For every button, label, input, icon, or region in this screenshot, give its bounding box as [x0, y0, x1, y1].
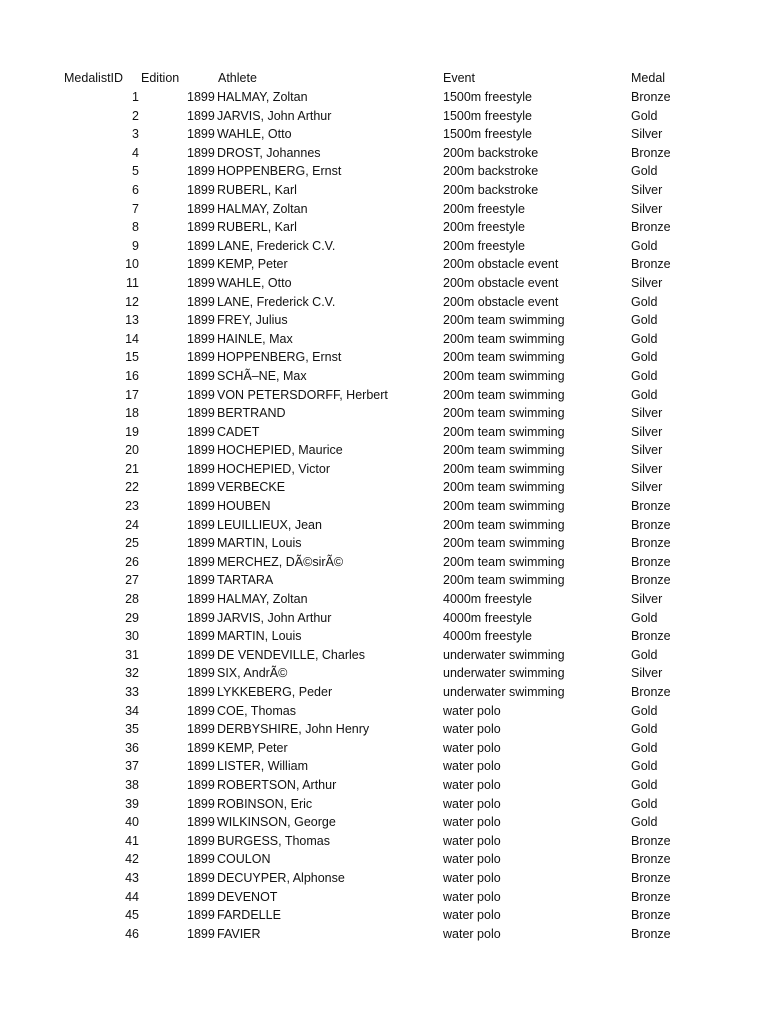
cell-athlete: RUBERL, Karl: [217, 220, 297, 235]
cell-medal: Silver: [631, 275, 663, 290]
cell-athlete: HALMAY, Zoltan: [217, 90, 308, 104]
cell-medal: Bronze: [631, 870, 671, 885]
cell-athlete: MARTIN, Louis: [217, 536, 302, 551]
cell-event: 200m obstacle event: [443, 275, 559, 290]
table-header-row: [0, 68, 768, 88]
cell-athlete: LANE, Frederick C.V.: [217, 294, 336, 309]
cell-athlete: KEMP, Peter: [217, 257, 288, 272]
cell-medalist-id: 29: [125, 610, 139, 625]
cell-event: water polo: [443, 926, 501, 941]
cell-medalist-id: 33: [125, 685, 139, 699]
cell-event: 200m team swimming: [443, 406, 565, 421]
table-row: [0, 404, 768, 423]
cell-edition: 1899: [187, 294, 215, 309]
table-body: [0, 88, 768, 943]
cell-athlete: COE, Thomas: [217, 703, 296, 718]
cell-medal: Gold: [631, 815, 658, 830]
cell-edition: 1899: [187, 815, 215, 830]
cell-edition: 1899: [187, 201, 215, 216]
cell-medalist-id: 40: [125, 815, 139, 830]
table-row: [0, 348, 768, 367]
header-event: Event: [443, 71, 475, 85]
cell-medalist-id: 21: [125, 461, 139, 476]
cell-edition: 1899: [187, 164, 215, 179]
cell-athlete: WAHLE, Otto: [217, 275, 292, 290]
cell-event: 200m team swimming: [443, 331, 565, 346]
table-row: [0, 478, 768, 497]
cell-medalist-id: 18: [125, 406, 139, 421]
cell-edition: 1899: [187, 870, 215, 885]
cell-athlete: DEVENOT: [217, 889, 278, 904]
cell-edition: 1899: [187, 592, 215, 607]
cell-medalist-id: 4: [132, 145, 139, 160]
cell-event: 200m team swimming: [443, 461, 565, 476]
cell-medal: Gold: [631, 740, 658, 755]
cell-medalist-id: 5: [132, 164, 139, 179]
cell-event: underwater swimming: [443, 647, 565, 662]
cell-medal: Gold: [631, 722, 658, 737]
table-row: [0, 330, 768, 349]
table-row: [0, 646, 768, 665]
cell-athlete: TARTARA: [217, 573, 274, 588]
cell-medalist-id: 30: [125, 629, 139, 644]
cell-event: water polo: [443, 908, 501, 923]
cell-event: water polo: [443, 889, 501, 904]
table-row: [0, 813, 768, 832]
cell-medalist-id: 14: [125, 331, 139, 346]
table-row: [0, 850, 768, 869]
cell-medal: Silver: [631, 461, 663, 476]
cell-medal: Silver: [631, 592, 663, 607]
cell-event: 200m team swimming: [443, 480, 565, 495]
cell-athlete: MERCHEZ, DÃ©sirÃ©: [217, 554, 344, 569]
cell-edition: 1899: [187, 536, 215, 551]
cell-athlete: HAINLE, Max: [217, 331, 293, 346]
cell-medalist-id: 39: [125, 796, 139, 811]
cell-medal: Bronze: [631, 257, 671, 272]
cell-event: 200m team swimming: [443, 443, 565, 458]
cell-edition: 1899: [187, 350, 215, 365]
cell-medalist-id: 17: [125, 387, 139, 402]
cell-edition: 1899: [187, 908, 215, 923]
table-row: [0, 757, 768, 776]
cell-medal: Silver: [631, 480, 663, 495]
cell-edition: 1899: [187, 368, 215, 383]
cell-edition: 1899: [187, 275, 215, 290]
table-row: [0, 869, 768, 888]
cell-medal: Gold: [631, 368, 658, 383]
table-row: [0, 200, 768, 219]
cell-medal: Bronze: [631, 573, 671, 588]
cell-athlete: DE VENDEVILLE, Charles: [217, 647, 365, 662]
cell-event: underwater swimming: [443, 666, 565, 681]
cell-athlete: KEMP, Peter: [217, 740, 288, 755]
cell-edition: 1899: [187, 406, 215, 421]
cell-athlete: ROBERTSON, Arthur: [217, 777, 337, 792]
cell-athlete: MARTIN, Louis: [217, 629, 302, 644]
header-athlete: Athlete: [218, 71, 257, 85]
cell-edition: 1899: [187, 573, 215, 588]
cell-medalist-id: 28: [125, 592, 139, 607]
cell-event: water polo: [443, 796, 501, 811]
cell-athlete: DECUYPER, Alphonse: [217, 870, 345, 885]
cell-edition: 1899: [187, 852, 215, 867]
cell-athlete: HOPPENBERG, Ernst: [217, 164, 342, 179]
table-row: [0, 162, 768, 181]
cell-event: 200m obstacle event: [443, 257, 559, 272]
table-row: [0, 925, 768, 944]
cell-medal: Bronze: [631, 536, 671, 551]
cell-edition: 1899: [187, 926, 215, 941]
cell-athlete: JARVIS, John Arthur: [217, 108, 332, 123]
table-row: [0, 367, 768, 386]
cell-event: 200m backstroke: [443, 164, 539, 179]
cell-edition: 1899: [187, 889, 215, 904]
cell-edition: 1899: [187, 517, 215, 532]
table-row: [0, 888, 768, 907]
cell-event: 1500m freestyle: [443, 108, 532, 123]
table-row: [0, 776, 768, 795]
cell-athlete: BURGESS, Thomas: [217, 833, 331, 848]
cell-event: 200m freestyle: [443, 238, 525, 253]
cell-medal: Bronze: [631, 926, 671, 941]
cell-medal: Gold: [631, 238, 658, 253]
cell-medalist-id: 31: [125, 647, 139, 662]
cell-medalist-id: 41: [125, 833, 139, 848]
cell-athlete: HOPPENBERG, Ernst: [217, 350, 342, 365]
cell-event: 200m team swimming: [443, 517, 565, 532]
cell-medal: Bronze: [631, 889, 671, 904]
cell-athlete: FARDELLE: [217, 908, 281, 923]
table-row: [0, 441, 768, 460]
cell-medalist-id: 25: [125, 536, 139, 551]
table-row: [0, 144, 768, 163]
table-row: [0, 739, 768, 758]
cell-edition: 1899: [187, 182, 215, 197]
cell-event: water polo: [443, 833, 501, 848]
cell-event: 1500m freestyle: [443, 127, 532, 142]
cell-medalist-id: 26: [125, 554, 139, 569]
cell-medalist-id: 23: [125, 499, 139, 514]
cell-medal: Silver: [631, 127, 663, 142]
cell-athlete: VERBECKE: [217, 480, 286, 495]
cell-athlete: DROST, Johannes: [217, 145, 321, 160]
table-row: [0, 516, 768, 535]
cell-athlete: RUBERL, Karl: [217, 182, 297, 197]
cell-edition: 1899: [187, 629, 215, 644]
cell-edition: 1899: [187, 257, 215, 272]
table-row: [0, 702, 768, 721]
table-row: [0, 237, 768, 256]
cell-medalist-id: 24: [125, 517, 139, 532]
table-row: [0, 125, 768, 144]
cell-medalist-id: 46: [125, 926, 139, 941]
cell-event: 4000m freestyle: [443, 629, 532, 644]
cell-medalist-id: 35: [125, 722, 139, 737]
cell-edition: 1899: [187, 740, 215, 755]
cell-event: 200m team swimming: [443, 499, 565, 514]
cell-athlete: HALMAY, Zoltan: [217, 592, 308, 607]
table-row: [0, 664, 768, 683]
table-row: [0, 423, 768, 442]
cell-medalist-id: 3: [132, 127, 139, 142]
cell-event: 200m team swimming: [443, 368, 565, 383]
cell-medal: Gold: [631, 108, 658, 123]
cell-medalist-id: 13: [125, 313, 139, 328]
cell-event: water polo: [443, 815, 501, 830]
table-row: [0, 795, 768, 814]
table-row: [0, 497, 768, 516]
cell-medal: Silver: [631, 182, 663, 197]
cell-event: 200m obstacle event: [443, 294, 559, 309]
cell-medalist-id: 8: [132, 220, 139, 235]
cell-medalist-id: 36: [125, 740, 139, 755]
cell-medal: Silver: [631, 406, 663, 421]
cell-medal: Bronze: [631, 629, 671, 644]
cell-edition: 1899: [187, 796, 215, 811]
cell-medal: Gold: [631, 350, 658, 365]
cell-event: 200m team swimming: [443, 536, 565, 551]
table-row: [0, 534, 768, 553]
cell-event: 200m freestyle: [443, 201, 525, 216]
medalist-table: [0, 68, 768, 943]
cell-medalist-id: 15: [125, 350, 139, 365]
cell-event: 200m team swimming: [443, 554, 565, 569]
cell-event: water polo: [443, 703, 501, 718]
table-row: [0, 107, 768, 126]
cell-medalist-id: 20: [125, 443, 139, 458]
cell-edition: 1899: [187, 145, 215, 160]
cell-athlete: HOCHEPIED, Victor: [217, 461, 330, 476]
cell-medal: Silver: [631, 424, 663, 439]
cell-medal: Bronze: [631, 145, 671, 160]
cell-athlete: BERTRAND: [217, 406, 286, 421]
cell-edition: 1899: [187, 722, 215, 737]
cell-event: water polo: [443, 722, 501, 737]
cell-medal: Gold: [631, 313, 658, 328]
cell-medalist-id: 32: [125, 666, 139, 681]
cell-edition: 1899: [187, 703, 215, 718]
cell-medalist-id: 22: [125, 480, 139, 495]
cell-medal: Gold: [631, 777, 658, 792]
cell-medalist-id: 42: [125, 852, 139, 867]
cell-event: 200m freestyle: [443, 220, 525, 235]
cell-medalist-id: 45: [125, 908, 139, 923]
cell-medalist-id: 9: [132, 238, 139, 253]
cell-medalist-id: 34: [125, 703, 139, 718]
cell-athlete: SIX, AndrÃ©: [217, 666, 288, 681]
cell-athlete: FREY, Julius: [217, 313, 288, 328]
table-row: [0, 274, 768, 293]
cell-edition: 1899: [187, 480, 215, 495]
cell-medalist-id: 43: [125, 870, 139, 885]
table-row: [0, 255, 768, 274]
cell-edition: 1899: [187, 313, 215, 328]
cell-medal: Bronze: [631, 220, 671, 235]
cell-medalist-id: 7: [132, 201, 139, 216]
table-row: [0, 181, 768, 200]
table-row: [0, 293, 768, 312]
cell-edition: 1899: [187, 387, 215, 402]
cell-edition: 1899: [187, 666, 215, 681]
cell-medal: Bronze: [631, 517, 671, 532]
table-row: [0, 553, 768, 572]
cell-medalist-id: 37: [125, 759, 139, 774]
table-row: [0, 311, 768, 330]
cell-edition: 1899: [187, 220, 215, 235]
cell-event: 200m backstroke: [443, 182, 539, 197]
cell-medalist-id: 2: [132, 108, 139, 123]
table-row: [0, 590, 768, 609]
cell-medal: Gold: [631, 331, 658, 346]
cell-athlete: WAHLE, Otto: [217, 127, 292, 142]
cell-medal: Bronze: [631, 90, 671, 104]
cell-edition: 1899: [187, 461, 215, 476]
table-row: [0, 627, 768, 646]
cell-athlete: LISTER, William: [217, 759, 308, 774]
cell-edition: 1899: [187, 554, 215, 569]
cell-medalist-id: 1: [132, 90, 139, 104]
cell-medal: Bronze: [631, 499, 671, 514]
cell-athlete: WILKINSON, George: [217, 815, 336, 830]
cell-event: 200m team swimming: [443, 387, 565, 402]
cell-athlete: FAVIER: [217, 926, 261, 941]
cell-medal: Gold: [631, 796, 658, 811]
cell-medal: Gold: [631, 387, 658, 402]
cell-athlete: HOUBEN: [217, 499, 271, 514]
cell-medalist-id: 11: [126, 275, 139, 290]
cell-event: water polo: [443, 777, 501, 792]
cell-event: 200m team swimming: [443, 350, 565, 365]
table-row: [0, 720, 768, 739]
table-row: [0, 386, 768, 405]
table-row: [0, 218, 768, 237]
cell-athlete: ROBINSON, Eric: [217, 796, 313, 811]
cell-athlete: HALMAY, Zoltan: [217, 201, 308, 216]
cell-athlete: LYKKEBERG, Peder: [217, 685, 333, 699]
cell-edition: 1899: [187, 685, 215, 699]
cell-medalist-id: 16: [125, 368, 139, 383]
table-row: [0, 88, 768, 107]
cell-medal: Bronze: [631, 685, 671, 699]
table-row: [0, 906, 768, 925]
cell-event: water polo: [443, 870, 501, 885]
table-row: [0, 683, 768, 702]
header-edition: Edition: [141, 71, 180, 85]
cell-medalist-id: 12: [125, 294, 139, 309]
cell-event: 200m team swimming: [443, 313, 565, 328]
cell-edition: 1899: [187, 833, 215, 848]
cell-medalist-id: 6: [132, 182, 139, 197]
cell-event: 200m team swimming: [443, 424, 565, 439]
cell-medalist-id: 38: [125, 777, 139, 792]
cell-medalist-id: 27: [125, 573, 139, 588]
cell-edition: 1899: [187, 443, 215, 458]
cell-event: water polo: [443, 740, 501, 755]
cell-event: 200m team swimming: [443, 573, 565, 588]
cell-athlete: HOCHEPIED, Maurice: [217, 443, 343, 458]
cell-medal: Gold: [631, 759, 658, 774]
cell-medalist-id: 10: [125, 257, 139, 272]
cell-athlete: SCHÃ–NE, Max: [217, 368, 307, 383]
cell-athlete: LANE, Frederick C.V.: [217, 238, 336, 253]
cell-medal: Bronze: [631, 554, 671, 569]
cell-medalist-id: 19: [125, 424, 139, 439]
cell-medal: Bronze: [631, 833, 671, 848]
cell-edition: 1899: [187, 647, 215, 662]
cell-medal: Gold: [631, 703, 658, 718]
table-row: [0, 460, 768, 479]
cell-event: underwater swimming: [443, 685, 565, 699]
cell-event: water polo: [443, 852, 501, 867]
cell-edition: 1899: [187, 759, 215, 774]
cell-edition: 1899: [187, 238, 215, 253]
cell-event: water polo: [443, 759, 501, 774]
cell-athlete: JARVIS, John Arthur: [217, 610, 332, 625]
cell-edition: 1899: [187, 610, 215, 625]
table-row: [0, 832, 768, 851]
cell-edition: 1899: [187, 127, 215, 142]
cell-medal: Silver: [631, 201, 663, 216]
header-medalist-id: MedalistID: [64, 71, 124, 85]
cell-medal: Silver: [631, 666, 663, 681]
cell-medal: Silver: [631, 443, 663, 458]
cell-edition: 1899: [187, 331, 215, 346]
cell-athlete: COULON: [217, 852, 271, 867]
cell-athlete: LEUILLIEUX, Jean: [217, 517, 322, 532]
cell-athlete: DERBYSHIRE, John Henry: [217, 722, 370, 737]
cell-edition: 1899: [187, 90, 215, 104]
cell-edition: 1899: [187, 777, 215, 792]
header-medal: Medal: [631, 71, 666, 85]
cell-medal: Bronze: [631, 852, 671, 867]
cell-medal: Bronze: [631, 908, 671, 923]
cell-event: 4000m freestyle: [443, 610, 532, 625]
cell-athlete: CADET: [217, 424, 260, 439]
cell-event: 1500m freestyle: [443, 90, 532, 104]
cell-edition: 1899: [187, 424, 215, 439]
cell-medal: Gold: [631, 610, 658, 625]
cell-athlete: VON PETERSDORFF, Herbert: [217, 387, 388, 402]
cell-event: 4000m freestyle: [443, 592, 532, 607]
cell-medal: Gold: [631, 647, 658, 662]
cell-edition: 1899: [187, 499, 215, 514]
cell-edition: 1899: [187, 108, 215, 123]
cell-medal: Gold: [631, 294, 658, 309]
cell-medal: Gold: [631, 164, 658, 179]
table-row: [0, 609, 768, 628]
table-row: [0, 571, 768, 590]
cell-medalist-id: 44: [125, 889, 139, 904]
cell-event: 200m backstroke: [443, 145, 539, 160]
